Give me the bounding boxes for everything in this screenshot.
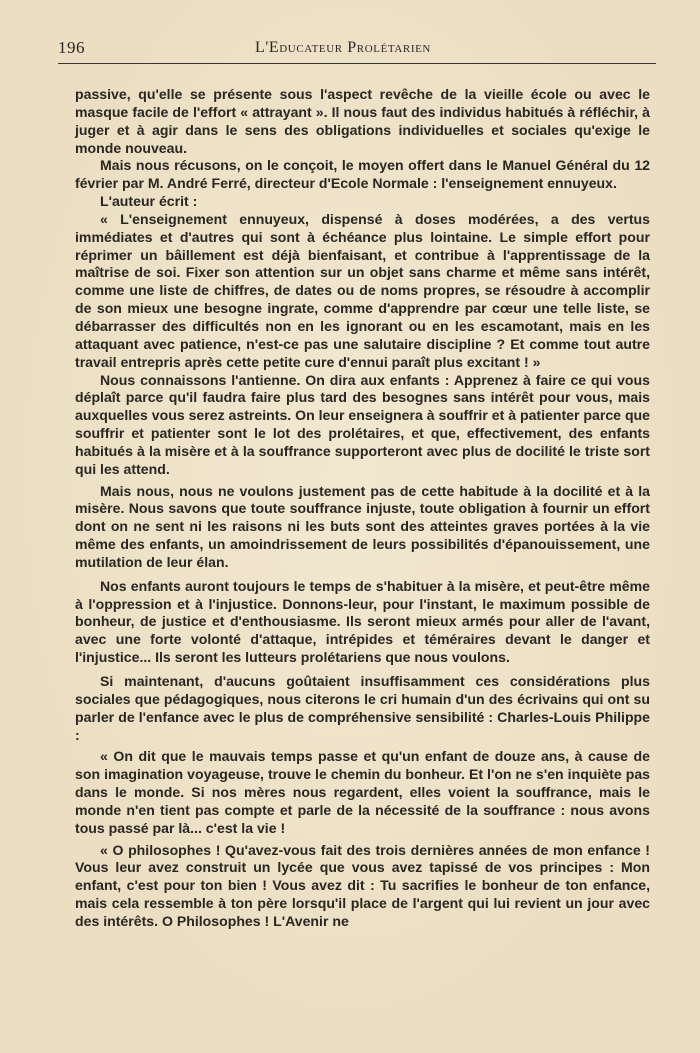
paragraph: Mais nous récusons, on le conçoit, le moyen offert dans le Manuel Général du 12 février par M. André Ferré, directeur d'Ecole Normale : l'enseignement ennuyeux.: [75, 157, 650, 192]
paragraph: Nos enfants auront toujours le temps de s'habituer à la misère, et peut-être même à l'oppression et à l'injustice. Donnons-leur, pour l'instant, le maximum possible de bonheur, de justice et d'enthousiasme. Ils seront mieux armés pour aller de l'avant, avec une forte volonté d'attaque, intrépides et téméraires devant le danger et l'injustice... Ils seront les lutteurs prolétariens que nous voulons.: [75, 577, 650, 666]
paragraph: passive, qu'elle se présente sous l'aspect revêche de la vieille école ou avec le masque facile de l'effort « attrayant ». Il nous faut des individus habitués à réfléchir, à juger et à agir dans le sens des obligations individuelles et sociales qu'exige le monde nouveau.: [75, 86, 650, 156]
paragraph: L'auteur écrit :: [100, 193, 198, 210]
header-rule: [58, 63, 656, 64]
quotation-paragraph: « L'enseignement ennuyeux, dispensé à doses modérées, a des vertus immédiates et d'autres qui sont à échéance plus lointaine. Le simple effort pour réprimer un bâillement est déjà bienfaisant, et contribue à l'apprentissage de la maîtrise de soi. Fixer son attention sur un objet sans charme et même sans intérêt, comme une liste de chiffres, de dates ou de noms propres, se résoudre à accomplir de son mieux une besogne ingrate, comme d'apprendre par cœur une telle liste, se débarrasser des difficultés non en les ignorant ou en les escamotant, mais en les attaquant avec patience, n'est-ce pas une salutaire discipline ? Et comme tout autre travail entrepris après cette petite cure d'ennui paraît plus excitant ! »: [75, 210, 650, 370]
quotation-paragraph: « O philosophes ! Qu'avez-vous fait des trois dernières années de mon enfance ! Vous leur avez construit un lycée que vous avez tapissé de vos principes : Mon enfant, c'est pour ton bien ! Vous avez dit : Tu sacrifies le bonheur de ton enfance, mais cela ressemble à ton père lorsqu'il place de l'argent qui lui revient un jour avec des intérêts. O Philosophes ! L'Avenir ne: [75, 841, 650, 929]
page-number: 196: [58, 38, 85, 57]
running-title: L'Educateur Prolétarien: [255, 39, 431, 56]
paragraph: Si maintenant, d'aucuns goûtaient insuffisamment ces considérations plus sociales que pédagogiques, nous citerons le cri humain d'un des écrivains qui ont su parler de l'enfance avec le plus de compréhensive sensibilité : Charles-Louis Philippe :: [75, 673, 650, 743]
quotation-paragraph: « On dit que le mauvais temps passe et qu'un enfant de douze ans, à cause de son imagination voyageuse, trouve le chemin du bonheur. Et l'on ne s'en inquiète pas dans le monde. Si nos mères nous regardent, elles voient la souffrance, mais le monde n'en tient pas compte et parle de la nécessité de la souffrance : nous avons tous passé par là... c'est la vie !: [75, 748, 650, 836]
paragraph: Nous connaissons l'antienne. On dira aux enfants : Apprenez à faire ce qui vous déplaît parce qu'il faudra faire plus tard des besognes sans intérêt pour vous, mais auxquelles vous serez astreints. On leur enseignera à souffrir et à patienter parce que souffrir et patienter sont le lot des prolétaires, et que, effectivement, des enfants habitués à la misère et à la souffrance supporteront avec plus de docilité le triste sort qui les attend.: [75, 371, 650, 477]
page-header: [58, 38, 656, 62]
article-body: [75, 86, 650, 931]
paragraph: Mais nous, nous ne voulons justement pas de cette habitude à la docilité et à la misère. Nous savons que toute souffrance injuste, toute obligation à fournir un effort dont on ne sent ni les raisons ni les buts sont des atteintes graves portées à la vie même des enfants, un amoindrissement de leurs possibilités d'épanouissement, une mutilation de leur élan.: [75, 482, 650, 570]
